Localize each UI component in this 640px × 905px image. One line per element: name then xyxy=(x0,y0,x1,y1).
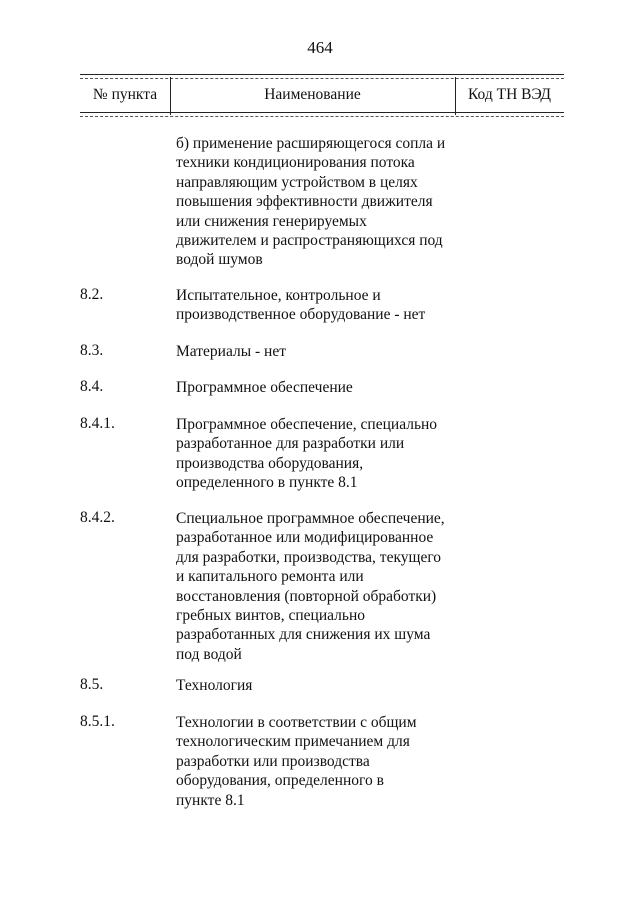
page-number: 464 xyxy=(307,38,333,57)
row-text: Материалы - нет xyxy=(176,343,286,360)
row-text: Специальное программное обеспечение, разработанное или модифицированное для разработки, производства, текущего и капитального ремонта или восстановления (повторной обработки) гребных винтов, специально разработанных для снижения их шума под водой xyxy=(176,510,445,663)
row-text: Испытательное, контрольное и производственное оборудование - нет xyxy=(176,287,426,324)
row-text: Программное обеспечение xyxy=(176,379,353,396)
row-text: б) применение расширяющегося сопла и техники кондиционирования потока направляющим устройством в целях повышения эффективности движителя или снижения генерируемых движителем и распространяющихся под водой шумов xyxy=(176,135,446,269)
row-number: 8.4.2. xyxy=(80,509,115,526)
row-number: 8.2. xyxy=(80,286,104,303)
row-number: 8.5.1. xyxy=(80,713,115,730)
row-number: 8.3. xyxy=(80,342,104,359)
header-bottom-rule xyxy=(80,112,564,113)
header-top-rule-secondary xyxy=(80,78,564,79)
header-item-number: № пункта xyxy=(92,86,158,103)
table-header xyxy=(80,74,564,116)
header-name: Наименование xyxy=(264,86,361,103)
row-number: 8.4.1. xyxy=(80,415,115,432)
header-bottom-rule-secondary xyxy=(80,116,564,117)
row-text: Программное обеспечение, специально разработанное для разработки или производства оборудования, определенного в пункте 8.1 xyxy=(176,416,438,492)
header-code: Код ТН ВЭД xyxy=(467,86,551,103)
header-top-rule xyxy=(80,74,564,75)
row-number: 8.5. xyxy=(80,676,104,693)
row-number: 8.4. xyxy=(80,378,104,395)
row-text: Технология xyxy=(176,677,253,694)
row-text: Технологии в соответствии с общим технологическим примечанием для разработки или производства оборудования, определенного в пункте 8.1 xyxy=(176,714,417,809)
